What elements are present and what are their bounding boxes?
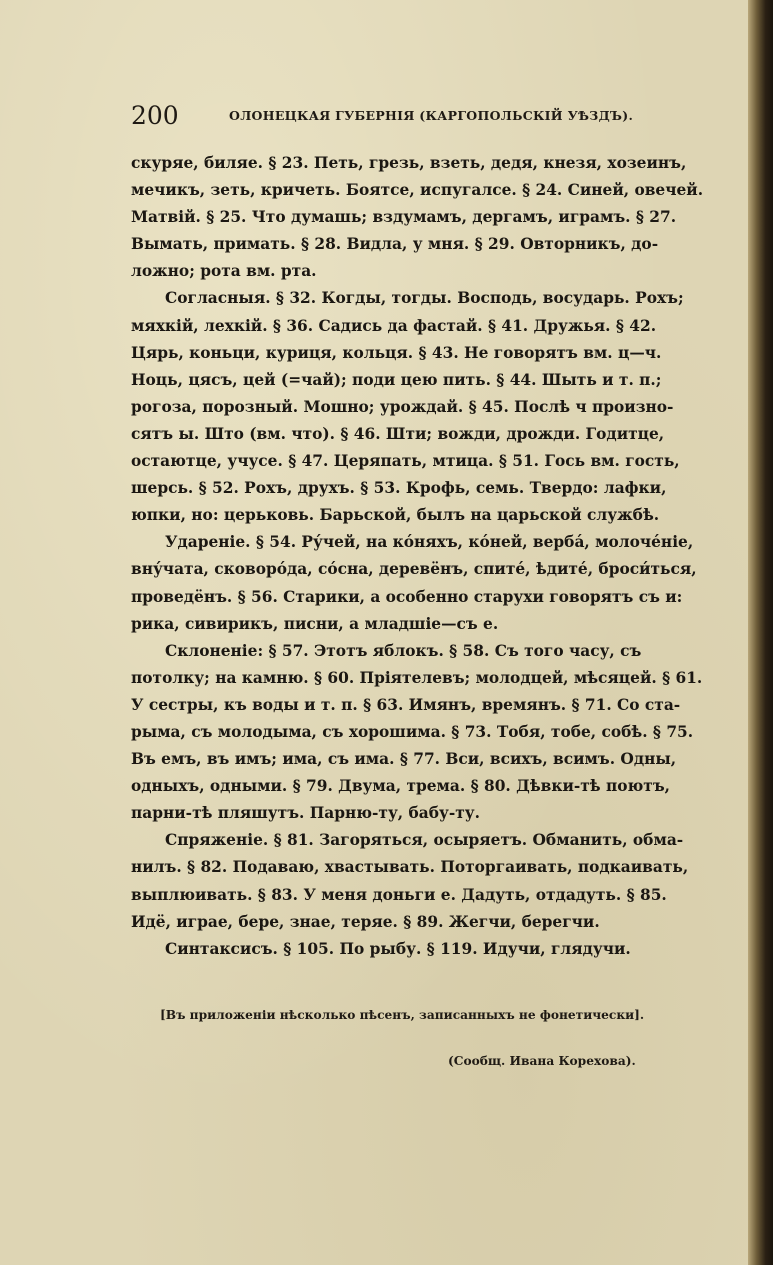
text-line: Ноць, цясъ, цей (=чай); поди цею пить. § 44. Шыть и т. п.; (131, 370, 662, 389)
text-line: потолку; на камню. § 60. Пріятелевъ; молодцей, мѣсяцей. § 61. (131, 668, 703, 687)
text-line: Идё, играе, бере, знае, теряе. § 89. Жегчи, берегчи. (131, 912, 600, 931)
text-line: рогоза, порозный. Мошно; урождай. § 45. Послѣ ч произно- (131, 397, 674, 416)
text-line: ложно; рота вм. рта. (131, 262, 317, 281)
text-line: юпки, но: церьковь. Барьской, былъ на царьской службѣ. (131, 506, 660, 525)
signature: (Сообщ. Ивана Корехова). (448, 1054, 636, 1068)
text-line: Вымать, примать. § 28. Видла, у мня. § 29. Овторникъ, до- (131, 235, 659, 254)
text-line: У сестры, къ воды и т. п. § 63. Имянъ, времянъ. § 71. Со ста- (131, 695, 681, 714)
text-line: мяхкій, лехкій. § 36. Садись да фастай. § 41. Дружья. § 42. (131, 316, 657, 335)
page-number: 200 (131, 101, 179, 130)
text-line: рика, сивирикъ, писни, а младшіе—съ е. (131, 614, 499, 633)
text-line: скуряе, биляе. § 23. Петь, грезь, взеть, дедя, кнезя, хозеинъ, (131, 154, 687, 172)
text-line: Въ емъ, въ имъ; има, съ има. § 77. Вси, всихъ, всимъ. Одны, (131, 750, 677, 769)
text-line: шерсь. § 52. Рохъ, друхъ. § 53. Крофь, семь. Твердо: лафки, (131, 479, 667, 498)
running-title: ОЛОНЕЦКАЯ ГУБЕРНІЯ (КАРГОПОЛЬСКІЙ УѢЗДЪ). (229, 108, 634, 123)
text-line: проведёнъ. § 56. Старики, а особенно старухи говорятъ съ и: (131, 587, 683, 606)
text-line: Синтаксисъ. § 105. По рыбу. § 119. Идучи, глядучи. (165, 939, 631, 958)
text-line: остаютце, учусе. § 47. Церяпать, мтица. § 51. Гось вм. гость, (131, 452, 680, 471)
text-line: Матвій. § 25. Что думашь; вздумамъ, дергамъ, играмъ. § 27. (131, 208, 677, 227)
text-line: рыма, съ молодыма, съ хорошима. § 73. Тобя, тобе, собѣ. § 75. (131, 722, 694, 741)
text-line: парни-тѣ пляшутъ. Парню-ту, бабу-ту. (131, 804, 481, 823)
editorial-note: [Въ приложеніи нѣсколько пѣсенъ, записанныхъ не фонетически]. (160, 1008, 645, 1022)
text-line: Согласныя. § 32. Когды, тогды. Восподь, восударь. Рохъ; (165, 289, 684, 308)
text-line: Цярь, коньци, куриця, кольця. § 43. Не говорятъ вм. ц—ч. (131, 343, 662, 362)
text-line: мечикъ, зеть, кричеть. Боятсе, испугалсе. § 24. Синей, овечей. (131, 181, 704, 200)
text-line: выплюивать. § 83. У меня доньги е. Дадуть, отдадуть. § 85. (131, 885, 667, 904)
text-line: нилъ. § 82. Подаваю, хвастывать. Поторгаивать, подкаивать, (131, 858, 689, 877)
book-binding-edge (748, 0, 773, 1265)
text-line: Спряженіе. § 81. Загоряться, осыряетъ. Обманить, обма- (165, 831, 684, 850)
body-text (131, 150, 704, 963)
text-line: Удареніе. § 54. Ру́чей, на ко́няхъ, ко́ней, верба́, молоче́ніе, (165, 533, 694, 552)
text-line: Склоненіе: § 57. Этотъ яблокъ. § 58. Съ того часу, съ (165, 641, 642, 660)
text-line: сятъ ы. Што (вм. что). § 46. Шти; вожди, дрожди. Годитце, (131, 424, 665, 443)
text-line: одныхъ, одными. § 79. Двума, трема. § 80. Дѣвки-тѣ поютъ, (131, 777, 670, 796)
text-line: вну́чата, сковоро́да, со́сна, деревёнъ, спитé, ѣдитé, броси́ться, (131, 560, 697, 579)
